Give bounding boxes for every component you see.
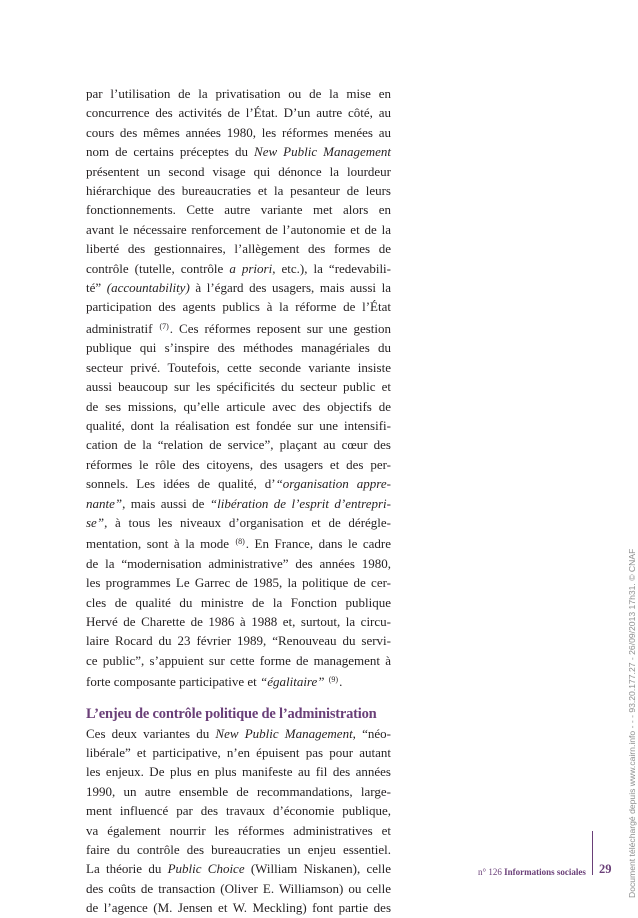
footnote-ref: (9) <box>328 675 339 685</box>
text-line: de l’agence (M. Jensen et W. Meckling) font partie des <box>86 900 391 916</box>
text-line: mentation, sont à la mode $^{(8)}$. En France, dans le cadre <box>86 536 391 552</box>
text-line: laire Rocard du 23 février 1989, “Renouveau du servi- <box>86 633 391 649</box>
body-text-column <box>86 84 391 918</box>
text-line: Ces deux variantes du New Public Management, “néo- <box>86 725 391 741</box>
text-line: participation des agents publics à la réforme de l’État <box>86 299 391 315</box>
text-line: forte composante participative et “égalitaire” $^{(9)}$. <box>86 674 343 690</box>
text-line: administratif $^{(7)}$. Ces réformes reposent sur une gestion <box>86 320 391 336</box>
text-line: qualité, dont la réalisation est fondée sur une intensifi- <box>86 417 391 433</box>
text-line: ce public”, s’appuient sur cette forme de management à <box>86 652 391 668</box>
text-line: té” (accountability) à l’égard des usagers, mais aussi la <box>86 280 391 296</box>
text-line: fonctionnements. Cette autre variante met alors en <box>86 202 391 218</box>
text-line: va également nourrir les réformes administratives et <box>86 822 391 838</box>
text-line: secteur privé. Toutefois, cette seconde variante insiste <box>86 359 391 375</box>
text-line: avant le nécessaire renforcement de l’autonomie et de la <box>86 221 391 237</box>
text-line: cours des mêmes années 1980, les réformes menées au <box>86 124 391 140</box>
text-line: ment influencé par des travaux d’économie publique, <box>86 803 391 819</box>
text-line: liberté des gestionnaires, l’allègement des formes de <box>86 241 391 257</box>
download-watermark: Document téléchargé depuis www.cairn.info - - - 93.20.177.27 - 26/09/2013 17h31. © CNAF <box>627 548 637 898</box>
text-line: 1990, un autre ensemble de recommandations, large- <box>86 783 391 799</box>
text-line: cles de qualité du ministre de la Fonction publique <box>86 594 391 610</box>
text-line: libérale” et participative, n’en épuisent pas pour autant <box>86 745 391 760</box>
text-line: de la “modernisation administrative” des années 1980, <box>86 555 391 571</box>
section-heading: L’enjeu de contrôle politique de l’administration <box>86 705 377 722</box>
text-line: Hervé de Charette de 1986 à 1988 et, surtout, la circu- <box>86 613 391 629</box>
text-line: cation de la “relation de service”, plaçant au cœur des <box>86 437 391 453</box>
text-line: La théorie du Public Choice (William Niskanen), celle <box>86 861 391 877</box>
text-line: nante”, mais aussi de “libération de l’esprit d’entrepri- <box>86 495 391 511</box>
text-line: aussi beaucoup sur les spécificités du secteur public et <box>86 379 391 395</box>
text-line: présentent un second visage qui dénonce la lourdeur <box>86 163 391 179</box>
page-number: 29 <box>599 862 612 876</box>
text-line: les programmes Le Garrec de 1985, la politique de cer- <box>86 575 391 591</box>
text-line: publique qui s’inspire des méthodes managériales du <box>86 340 391 356</box>
text-line: des coûts de transaction (Oliver E. Williamson) ou celle <box>86 880 391 896</box>
text-line: de ses missions, qu’elle articule avec des objectifs de <box>86 398 391 414</box>
running-footer <box>478 866 586 878</box>
text-line: concurrence des activités de l’État. D’un autre côté, au <box>86 105 391 121</box>
text-line: sonnels. Les idées de qualité, d’“organisation appre- <box>86 476 391 492</box>
text-line: faire du contrôle des bureaucraties un enjeu essentiel. <box>86 842 391 858</box>
publication-name: Informations sociales <box>504 867 586 877</box>
text-line: les enjeux. De plus en plus manifeste au fil des années <box>86 764 391 780</box>
text-line: contrôle (tutelle, contrôle a priori, etc.), la “redevabili- <box>86 260 391 276</box>
text-line: se”, à tous les niveaux d’organisation et de dérégle- <box>86 514 391 530</box>
text-line: hiérarchique des bureaucraties et la pesanteur de leurs <box>86 183 391 199</box>
footnote-ref: (8) <box>235 537 245 547</box>
issue-number: n° 126 <box>478 867 502 877</box>
text-line: par l’utilisation de la privatisation ou de la mise en <box>86 86 391 101</box>
text-line: nom de certains préceptes du New Public Management <box>86 144 392 160</box>
footnote-ref: (7) <box>159 321 169 331</box>
text-line: réformes le rôle des citoyens, des usagers et des per- <box>86 456 391 472</box>
footer-divider <box>592 831 593 875</box>
